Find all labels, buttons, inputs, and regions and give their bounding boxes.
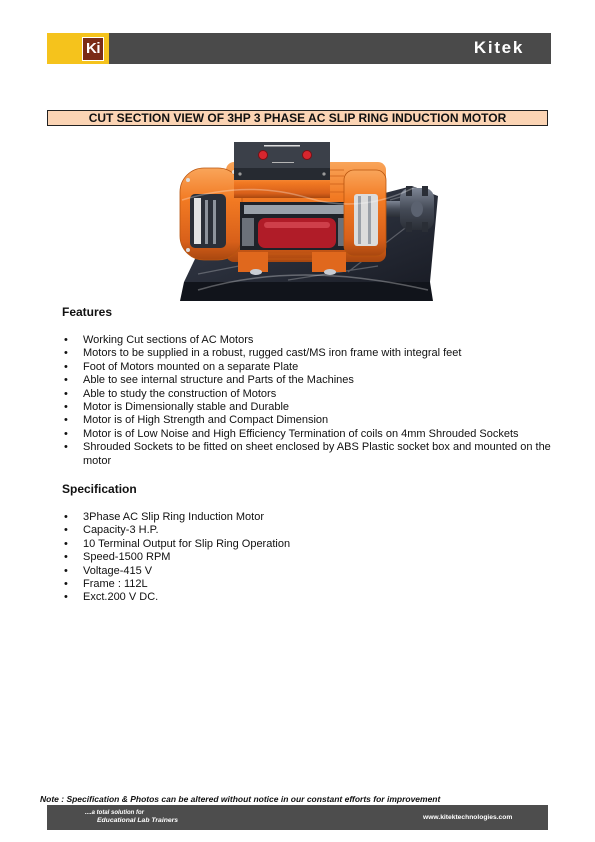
mounting-bolt bbox=[324, 269, 336, 275]
list-item bbox=[64, 374, 558, 387]
list-item bbox=[64, 511, 558, 524]
list-item bbox=[64, 347, 558, 360]
mounting-bolt bbox=[250, 269, 262, 275]
motor-foot bbox=[312, 252, 346, 272]
list-item bbox=[64, 361, 558, 374]
list-item bbox=[64, 388, 558, 401]
footer-tagline-line2: Educational Lab Trainers bbox=[97, 817, 179, 824]
list-item-text: 10 Terminal Output for Slip Ring Operation bbox=[83, 537, 291, 550]
list-item bbox=[64, 578, 558, 591]
bullet-icon bbox=[64, 414, 72, 427]
bullet-icon bbox=[64, 511, 72, 524]
list-item bbox=[64, 428, 558, 441]
list-item-text: Motors to be supplied in a robust, rugged cast/MS iron frame with integral feet bbox=[83, 347, 462, 360]
list-item-text: Capacity-3 H.P. bbox=[83, 524, 159, 537]
list-item-text: Exct.200 V DC. bbox=[83, 591, 159, 604]
footer-tagline-line1: ....a total solution for bbox=[85, 810, 144, 816]
bullet-icon bbox=[64, 538, 72, 551]
bullet-icon bbox=[64, 578, 72, 591]
red-socket bbox=[259, 151, 268, 160]
footer-website: www.kitektechnologies.com bbox=[423, 814, 513, 821]
motor-foot bbox=[238, 252, 268, 272]
header-accent bbox=[47, 33, 109, 64]
features-list bbox=[64, 334, 558, 468]
list-item-text: Motor is of Low Noise and High Efficiency Termination of coils on 4mm Shrouded Sockets bbox=[83, 427, 519, 440]
bullet-icon bbox=[64, 428, 72, 441]
list-item-text: Voltage-415 V bbox=[83, 564, 153, 577]
specification-list bbox=[64, 511, 558, 605]
bullet-icon bbox=[64, 591, 72, 604]
bullet-icon bbox=[64, 361, 72, 374]
list-item-text: Foot of Motors mounted on a separate Plate bbox=[83, 360, 299, 373]
list-item bbox=[64, 524, 558, 537]
list-item-text: Able to study the construction of Motors bbox=[83, 387, 277, 400]
bullet-icon bbox=[64, 551, 72, 564]
list-item-text: 3Phase AC Slip Ring Induction Motor bbox=[83, 511, 264, 523]
page-title: CUT SECTION VIEW OF 3HP 3 PHASE AC SLIP RING INDUCTION MOTOR bbox=[47, 110, 548, 126]
list-item bbox=[64, 414, 558, 427]
header-bar bbox=[47, 33, 551, 64]
bullet-icon bbox=[64, 524, 72, 537]
list-item bbox=[64, 401, 558, 414]
bullet-icon bbox=[64, 374, 72, 387]
brand-name: Kitek bbox=[473, 38, 524, 57]
list-item bbox=[64, 591, 558, 604]
footer-bar bbox=[47, 805, 548, 830]
list-item-text: Motor is Dimensionally stable and Durable bbox=[83, 401, 290, 414]
list-item-text: Shrouded Sockets to be fitted on sheet enclosed by ABS Plastic socket box and mounted on the motor bbox=[83, 441, 551, 467]
bullet-icon bbox=[64, 401, 72, 414]
list-item bbox=[64, 551, 558, 564]
list-item bbox=[64, 565, 558, 578]
list-item-text: Speed-1500 RPM bbox=[83, 551, 171, 564]
specification-heading: Specification bbox=[62, 482, 137, 496]
list-item-text: Able to see internal structure and Parts of the Machines bbox=[83, 374, 354, 387]
list-item bbox=[64, 538, 558, 551]
bullet-icon bbox=[64, 441, 72, 454]
list-item-text: Working Cut sections of AC Motors bbox=[83, 334, 254, 346]
features-heading: Features bbox=[62, 305, 113, 319]
list-item bbox=[64, 441, 558, 468]
disclaimer-note: Note : Specification & Photos can be altered without notice in our constant efforts for improvement bbox=[40, 794, 441, 804]
bullet-icon bbox=[64, 347, 72, 360]
bullet-icon bbox=[64, 565, 72, 578]
kitek-logo: Ki bbox=[82, 37, 104, 61]
bullet-icon bbox=[64, 388, 72, 401]
list-item-text: Motor is of High Strength and Compact Dimension bbox=[83, 414, 329, 427]
bullet-icon bbox=[64, 334, 72, 347]
red-socket bbox=[303, 151, 312, 160]
motor-photo bbox=[178, 140, 438, 302]
list-item bbox=[64, 334, 558, 347]
list-item-text: Frame : 112L bbox=[83, 578, 148, 591]
